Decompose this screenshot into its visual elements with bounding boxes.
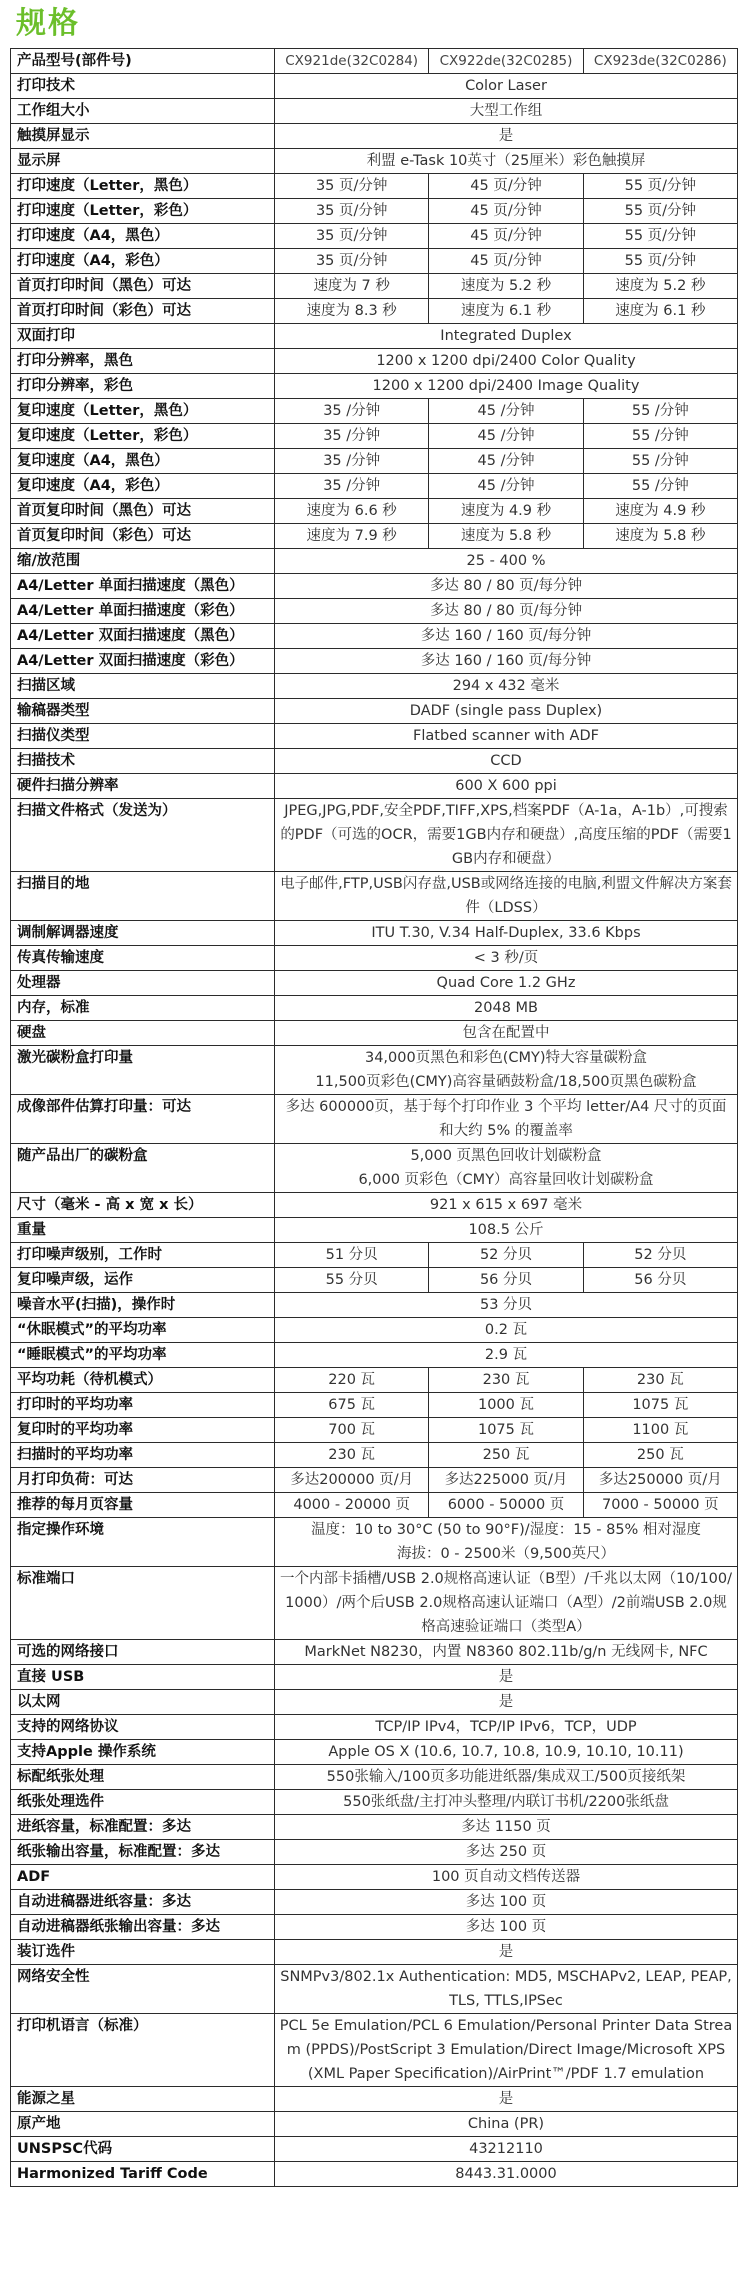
row-value: 55 页/分钟	[583, 174, 737, 199]
spec-row-output-cap	[11, 1840, 738, 1865]
spec-row-workgroup	[11, 99, 738, 124]
row-value: 8443.31.0000	[275, 2162, 738, 2187]
row-label: 复印速度（Letter，彩色）	[11, 424, 275, 449]
row-value: 速度为 4.9 秒	[429, 499, 583, 524]
row-label: 打印时的平均功率	[11, 1393, 275, 1418]
spec-row-p-print	[11, 1393, 738, 1418]
row-value: 速度为 5.8 秒	[429, 524, 583, 549]
row-value: 速度为 4.9 秒	[583, 499, 737, 524]
row-label: 打印速度（A4，黑色）	[11, 224, 275, 249]
spec-row-security	[11, 1965, 738, 2014]
row-label: 噪音水平(扫描)，操作时	[11, 1293, 275, 1318]
row-value: 45 页/分钟	[429, 199, 583, 224]
row-value	[275, 1046, 738, 1095]
row-value: 多达 160 / 160 页/每分钟	[275, 624, 738, 649]
spec-row-scan-area	[11, 674, 738, 699]
row-value: 108.5 公斤	[275, 1218, 738, 1243]
row-value: 250 瓦	[583, 1443, 737, 1468]
spec-row-scale	[11, 549, 738, 574]
spec-row-ss-d-bk	[11, 624, 738, 649]
row-value: 56 分贝	[429, 1268, 583, 1293]
row-value: Quad Core 1.2 GHz	[275, 971, 738, 996]
spec-row-fpo-cl	[11, 299, 738, 324]
row-label: 打印速度（Letter，黑色）	[11, 174, 275, 199]
row-value: 一个内部卡插槽/USB 2.0规格高速认证（B型）/千兆以太网（10/100/1000）/两个后USB 2.0规格高速认证端口（A型）/2前端USB 2.0规格高速验证端口（类型A）	[275, 1567, 738, 1640]
row-value: 多达 80 / 80 页/每分钟	[275, 574, 738, 599]
row-label: A4/Letter 双面扫描速度（黑色）	[11, 624, 275, 649]
row-label: 装订选件	[11, 1940, 275, 1965]
row-value: 4000 - 20000 页	[275, 1493, 429, 1518]
row-label: 支持的网络协议	[11, 1715, 275, 1740]
row-label: 产品型号(部件号)	[11, 49, 275, 74]
row-label: 月打印负荷：可达	[11, 1468, 275, 1493]
row-label: 复印速度（A4，彩色）	[11, 474, 275, 499]
row-label: 激光碳粉盒打印量	[11, 1046, 275, 1095]
row-label: 扫描区域	[11, 674, 275, 699]
row-label: A4/Letter 双面扫描速度（彩色）	[11, 649, 275, 674]
row-label: 扫描时的平均功率	[11, 1443, 275, 1468]
row-value: Flatbed scanner with ADF	[275, 724, 738, 749]
value-line: 海拔：0 - 2500米（9,500英尺）	[396, 1546, 616, 1562]
row-value: 多达 1150 页	[275, 1815, 738, 1840]
row-value: 1200 x 1200 dpi/2400 Image Quality	[275, 374, 738, 399]
spec-row-fco-bk	[11, 499, 738, 524]
row-value: 速度为 6.6 秒	[275, 499, 429, 524]
row-label: A4/Letter 单面扫描速度（彩色）	[11, 599, 275, 624]
row-value: 250 瓦	[429, 1443, 583, 1468]
row-value: Color Laser	[275, 74, 738, 99]
row-label: 首页复印时间（黑色）可达	[11, 499, 275, 524]
row-value: 0.2 瓦	[275, 1318, 738, 1343]
row-value: JPEG,JPG,PDF,安全PDF,TIFF,XPS,档案PDF（A-1a，A-1b）,可搜索的PDF（可选的OCR，需要1GB内存和硬盘）,高度压缩的PDF（需要1GB内存和硬盘）	[275, 799, 738, 872]
spec-row-fco-cl	[11, 524, 738, 549]
spec-row-ps-letter-cl	[11, 199, 738, 224]
spec-row-ss-s-cl	[11, 599, 738, 624]
row-label: 复印速度（Letter，黑色）	[11, 399, 275, 424]
row-value: 53 分贝	[275, 1293, 738, 1318]
spec-row-adf	[11, 1865, 738, 1890]
spec-row-ps-a4-cl	[11, 249, 738, 274]
spec-row-opt-net	[11, 1640, 738, 1665]
row-value: 速度为 5.8 秒	[583, 524, 737, 549]
row-value: 35 页/分钟	[275, 199, 429, 224]
spec-row-finisher	[11, 1940, 738, 1965]
spec-row-duplex	[11, 324, 738, 349]
spec-sheet	[10, 48, 740, 2187]
row-label: 成像部件估算打印量：可达	[11, 1095, 275, 1144]
row-label: 打印分辨率，黑色	[11, 349, 275, 374]
row-value: 速度为 6.1 秒	[583, 299, 737, 324]
row-value: 多达 100 页	[275, 1890, 738, 1915]
row-value: 43212110	[275, 2137, 738, 2162]
row-value: TCP/IP IPv4，TCP/IP IPv6，TCP，UDP	[275, 1715, 738, 1740]
row-value: 速度为 5.2 秒	[583, 274, 737, 299]
row-label: 打印速度（A4，彩色）	[11, 249, 275, 274]
spec-row-cs-letter-cl	[11, 424, 738, 449]
row-value: 55 页/分钟	[583, 199, 737, 224]
row-label: 自动进稿器进纸容量：多达	[11, 1890, 275, 1915]
row-label: 双面打印	[11, 324, 275, 349]
row-value: 速度为 7 秒	[275, 274, 429, 299]
row-label: 内存，标准	[11, 996, 275, 1021]
spec-row-monthly	[11, 1493, 738, 1518]
row-value: 多达225000 页/月	[429, 1468, 583, 1493]
row-value: DADF (single pass Duplex)	[275, 699, 738, 724]
row-value: 速度为 7.9 秒	[275, 524, 429, 549]
row-value: 多达 600000页，基于每个打印作业 3 个平均 letter/A4 尺寸的页面和大约 5% 的覆盖率	[275, 1095, 738, 1144]
row-label: 打印噪声级别，工作时	[11, 1243, 275, 1268]
spec-row-protocols	[11, 1715, 738, 1740]
row-value	[275, 1518, 738, 1567]
spec-row-sleep	[11, 1318, 738, 1343]
row-label: 打印机语言（标准）	[11, 2014, 275, 2087]
row-value: 45 /分钟	[429, 474, 583, 499]
row-label: 扫描技术	[11, 749, 275, 774]
row-label: 纸张输出容量，标准配置：多达	[11, 1840, 275, 1865]
row-value: 675 瓦	[275, 1393, 429, 1418]
row-value: 55 页/分钟	[583, 224, 737, 249]
row-label: “睡眠模式”的平均功率	[11, 1343, 275, 1368]
row-value: 多达 160 / 160 页/每分钟	[275, 649, 738, 674]
row-value: 2048 MB	[275, 996, 738, 1021]
row-label: 显示屏	[11, 149, 275, 174]
row-value: 294 x 432 毫米	[275, 674, 738, 699]
value-line: 34,000页黑色和彩色(CMY)特大容量碳粉盒	[364, 1050, 648, 1066]
row-value: 55 /分钟	[583, 449, 737, 474]
row-value: 1200 x 1200 dpi/2400 Color Quality	[275, 349, 738, 374]
row-value: 1000 瓦	[429, 1393, 583, 1418]
spec-row-display	[11, 149, 738, 174]
row-value: 1075 瓦	[583, 1393, 737, 1418]
spec-row-scan-fmt	[11, 799, 738, 872]
spec-row-fax-speed	[11, 946, 738, 971]
row-label: 硬件扫描分辨率	[11, 774, 275, 799]
row-value: 550张输入/100页多功能进纸器/集成双工/500页接纸架	[275, 1765, 738, 1790]
spec-row-tariff	[11, 2162, 738, 2187]
value-line: 5,000 页黑色回收计划碳粉盒	[410, 1148, 602, 1164]
row-value: 45 页/分钟	[429, 174, 583, 199]
spec-row-env	[11, 1518, 738, 1567]
row-value: 55 /分钟	[583, 474, 737, 499]
row-value: 600 X 600 ppi	[275, 774, 738, 799]
row-value: 35 /分钟	[275, 474, 429, 499]
spec-row-cs-a4-cl	[11, 474, 738, 499]
row-value: 45 /分钟	[429, 424, 583, 449]
row-value: 35 /分钟	[275, 399, 429, 424]
spec-row-size	[11, 1193, 738, 1218]
row-value: 35 /分钟	[275, 424, 429, 449]
model-name: CX923de(32C0286)	[583, 49, 737, 74]
row-label: 指定操作环境	[11, 1518, 275, 1567]
row-value: 55 /分钟	[583, 424, 737, 449]
row-label: 以太网	[11, 1690, 275, 1715]
row-label: “休眠模式”的平均功率	[11, 1318, 275, 1343]
spec-row-res-bk	[11, 349, 738, 374]
row-value: 55 页/分钟	[583, 249, 737, 274]
spec-row-toner-yield	[11, 1046, 738, 1095]
row-value: MarkNet N8230，内置 N8360 802.11b/g/n 无线网卡, NFC	[275, 1640, 738, 1665]
row-value: 51 分贝	[275, 1243, 429, 1268]
row-label: 处理器	[11, 971, 275, 996]
row-value: 是	[275, 2087, 738, 2112]
row-value: Integrated Duplex	[275, 324, 738, 349]
row-value: 35 /分钟	[275, 449, 429, 474]
row-label: 可选的网络接口	[11, 1640, 275, 1665]
row-value: PCL 5e Emulation/PCL 6 Emulation/Personal Printer Data Stream (PPDS)/PostScript 3 Emulation/Direct Image/Microsoft XPS (XML Paper Specification)/AirPrint™/PDF 1.7 emulation	[275, 2014, 738, 2087]
row-label: 首页复印时间（彩色）可达	[11, 524, 275, 549]
row-value: 52 分贝	[429, 1243, 583, 1268]
value-line: 11,500页彩色(CMY)高容量硒鼓粉盒/18,500页黑色碳粉盒	[315, 1074, 697, 1090]
row-value: 230 瓦	[275, 1443, 429, 1468]
row-label: 扫描目的地	[11, 872, 275, 921]
spec-table-body	[11, 49, 738, 2187]
row-label: 标准端口	[11, 1567, 275, 1640]
spec-row-p-ready	[11, 1368, 738, 1393]
row-label: 打印速度（Letter，彩色）	[11, 199, 275, 224]
row-value: 45 页/分钟	[429, 249, 583, 274]
row-label: 纸张处理选件	[11, 1790, 275, 1815]
row-label: 输稿器类型	[11, 699, 275, 724]
row-value: 多达 100 页	[275, 1915, 738, 1940]
row-value: 700 瓦	[275, 1418, 429, 1443]
row-value: 多达200000 页/月	[275, 1468, 429, 1493]
row-label: 传真传输速度	[11, 946, 275, 971]
row-value: 100 页自动文档传送器	[275, 1865, 738, 1890]
row-label: 进纸容量，标准配置：多达	[11, 1815, 275, 1840]
spec-row-cpu	[11, 971, 738, 996]
spec-row-scanner	[11, 724, 738, 749]
spec-row-ps-letter-bk	[11, 174, 738, 199]
spec-row-scan-res	[11, 774, 738, 799]
row-value: 多达250000 页/月	[583, 1468, 737, 1493]
row-value: 35 页/分钟	[275, 224, 429, 249]
spec-row-print-tech	[11, 74, 738, 99]
spec-row-cs-a4-bk	[11, 449, 738, 474]
row-label: A4/Letter 单面扫描速度（黑色）	[11, 574, 275, 599]
row-value: 是	[275, 1665, 738, 1690]
spec-row-feeder	[11, 699, 738, 724]
row-value: 220 瓦	[275, 1368, 429, 1393]
spec-row-mem	[11, 996, 738, 1021]
row-value: 45 /分钟	[429, 449, 583, 474]
row-value: 速度为 5.2 秒	[429, 274, 583, 299]
row-label: 尺寸（毫米 - 高 x 宽 x 长）	[11, 1193, 275, 1218]
row-value: CCD	[275, 749, 738, 774]
row-label: 复印噪声级，运作	[11, 1268, 275, 1293]
spec-row-eth	[11, 1690, 738, 1715]
row-value: 55 /分钟	[583, 399, 737, 424]
row-value: 2.9 瓦	[275, 1343, 738, 1368]
row-label: 首页打印时间（黑色）可达	[11, 274, 275, 299]
spec-row-imaging	[11, 1095, 738, 1144]
row-value: 230 瓦	[583, 1368, 737, 1393]
spec-row-disk	[11, 1021, 738, 1046]
value-line: 温度：10 to 30°C (50 to 90°F)/湿度：15 - 85% 相对湿度	[311, 1522, 701, 1538]
row-label: 能源之星	[11, 2087, 275, 2112]
row-value: 55 分贝	[275, 1268, 429, 1293]
spec-row-ss-s-bk	[11, 574, 738, 599]
row-value: 利盟 e-Task 10英寸（25厘米）彩色触摸屏	[275, 149, 738, 174]
row-value: 56 分贝	[583, 1268, 737, 1293]
spec-row-energy	[11, 2087, 738, 2112]
row-value: Apple OS X (10.6, 10.7, 10.8, 10.9, 10.10, 10.11)	[275, 1740, 738, 1765]
row-label: 推荐的每月页容量	[11, 1493, 275, 1518]
spec-row-adf-in	[11, 1890, 738, 1915]
row-value: ITU T.30, V.34 Half-Duplex, 33.6 Kbps	[275, 921, 738, 946]
row-label: 扫描文件格式（发送为）	[11, 799, 275, 872]
row-label: 平均功耗（待机模式）	[11, 1368, 275, 1393]
spec-row-res-cl	[11, 374, 738, 399]
spec-row-modem	[11, 921, 738, 946]
value-line: 6,000 页彩色（CMY）高容量回收计划碳粉盒	[358, 1172, 654, 1188]
row-value: 35 页/分钟	[275, 174, 429, 199]
spec-row-paper-opt	[11, 1790, 738, 1815]
row-label: 打印分辨率，彩色	[11, 374, 275, 399]
row-value	[275, 1144, 738, 1193]
row-value: 921 x 615 x 697 毫米	[275, 1193, 738, 1218]
spec-row-noise-copy	[11, 1268, 738, 1293]
row-value: 1075 瓦	[429, 1418, 583, 1443]
row-value: 电子邮件,FTP,USB闪存盘,USB或网络连接的电脑,利盟文件解决方案套件（LDSS）	[275, 872, 738, 921]
row-label: 自动进稿器纸张输出容量：多达	[11, 1915, 275, 1940]
spec-row-apple	[11, 1740, 738, 1765]
row-label: 硬盘	[11, 1021, 275, 1046]
spec-row-touch	[11, 124, 738, 149]
spec-row-noise-print	[11, 1243, 738, 1268]
row-label: Harmonized Tariff Code	[11, 2162, 275, 2187]
row-value: 是	[275, 1690, 738, 1715]
spec-row-duty	[11, 1468, 738, 1493]
spec-row-paper-std	[11, 1765, 738, 1790]
row-value: 多达 80 / 80 页/每分钟	[275, 599, 738, 624]
spec-row-scan-dest	[11, 872, 738, 921]
row-value: SNMPv3/802.1x Authentication: MD5, MSCHAPv2, LEAP, PEAP, TLS, TTLS,IPSec	[275, 1965, 738, 2014]
row-value: 52 分贝	[583, 1243, 737, 1268]
spec-row-ps-a4-bk	[11, 224, 738, 249]
spec-row-rest	[11, 1343, 738, 1368]
row-label: 随产品出厂的碳粉盒	[11, 1144, 275, 1193]
row-label: 复印速度（A4，黑色）	[11, 449, 275, 474]
row-value: 是	[275, 124, 738, 149]
row-label: 原产地	[11, 2112, 275, 2137]
row-label: 网络安全性	[11, 1965, 275, 2014]
row-value: 45 页/分钟	[429, 224, 583, 249]
model-name: CX921de(32C0284)	[275, 49, 429, 74]
row-value: 6000 - 50000 页	[429, 1493, 583, 1518]
spec-row-weight	[11, 1218, 738, 1243]
row-label: ADF	[11, 1865, 275, 1890]
row-value: 45 /分钟	[429, 399, 583, 424]
row-label: 触摸屏显示	[11, 124, 275, 149]
row-value: 550张纸盘/主打冲头整理/内联订书机/2200张纸盘	[275, 1790, 738, 1815]
model-name: CX922de(32C0285)	[429, 49, 583, 74]
spec-row-fpo-bk	[11, 274, 738, 299]
row-value: 速度为 8.3 秒	[275, 299, 429, 324]
row-value: 7000 - 50000 页	[583, 1493, 737, 1518]
row-label: 缩/放范围	[11, 549, 275, 574]
row-value: < 3 秒/页	[275, 946, 738, 971]
spec-row-origin	[11, 2112, 738, 2137]
row-label: 直接 USB	[11, 1665, 275, 1690]
row-label: UNSPSC代码	[11, 2137, 275, 2162]
spec-row-ports	[11, 1567, 738, 1640]
row-value: 是	[275, 1940, 738, 1965]
spec-row-p-scan	[11, 1443, 738, 1468]
row-value: 速度为 6.1 秒	[429, 299, 583, 324]
row-label: 支持Apple 操作系统	[11, 1740, 275, 1765]
spec-row-scan-tech	[11, 749, 738, 774]
spec-row-input-cap	[11, 1815, 738, 1840]
spec-row-noise-scan	[11, 1293, 738, 1318]
spec-row-model-label	[11, 49, 738, 74]
row-label: 复印时的平均功率	[11, 1418, 275, 1443]
spec-row-adf-out	[11, 1915, 738, 1940]
row-value: 35 页/分钟	[275, 249, 429, 274]
row-value: 25 - 400 %	[275, 549, 738, 574]
row-label: 调制解调器速度	[11, 921, 275, 946]
row-value: 多达 250 页	[275, 1840, 738, 1865]
spec-row-usb	[11, 1665, 738, 1690]
row-label: 首页打印时间（彩色）可达	[11, 299, 275, 324]
row-value: 大型工作组	[275, 99, 738, 124]
spec-row-p-copy	[11, 1418, 738, 1443]
spec-table	[10, 48, 738, 2187]
row-label: 扫描仪类型	[11, 724, 275, 749]
page-title: 规格	[16, 6, 80, 41]
row-value: China (PR)	[275, 2112, 738, 2137]
row-label: 重量	[11, 1218, 275, 1243]
row-value: 包含在配置中	[275, 1021, 738, 1046]
spec-row-cs-letter-bk	[11, 399, 738, 424]
spec-row-ship-toner	[11, 1144, 738, 1193]
spec-row-pdl	[11, 2014, 738, 2087]
row-value: 1100 瓦	[583, 1418, 737, 1443]
row-label: 标配纸张处理	[11, 1765, 275, 1790]
spec-row-ss-d-cl	[11, 649, 738, 674]
spec-row-unspsc	[11, 2137, 738, 2162]
row-label: 工作组大小	[11, 99, 275, 124]
row-value: 230 瓦	[429, 1368, 583, 1393]
row-label: 打印技术	[11, 74, 275, 99]
